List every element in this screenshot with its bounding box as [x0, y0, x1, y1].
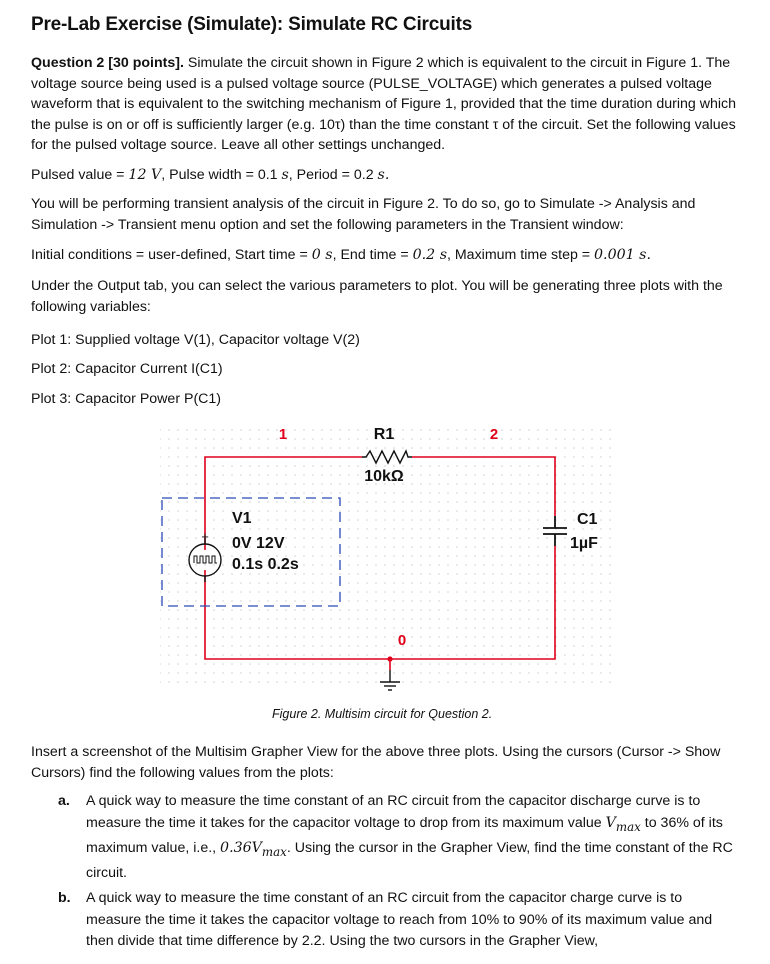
period-label: , Period = 0.2: [288, 167, 374, 183]
width-label: , Pulse width = 0.1: [161, 167, 278, 183]
plot-item-2: Plot 2: Capacitor Current I(C1): [31, 361, 223, 377]
output-intro: Under the Output tab, you can select the various parameters to plot. You will be generating three plots with the following variables:: [31, 278, 723, 315]
question-text: Simulate the circuit shown in Figure 2 which is equivalent to the circuit in Figure 1. The voltage source being used is a pulsed voltage source (PULSE_VOLTAGE) which generates a pulsed voltage waveform that is equivalent to the switching mechanism of Figure 1, provided that the time duration during which the pulse is on or off is sufficiently larger (e.g. 10τ) than the time constant τ of the circuit. Set the following values for the pulsed voltage source. Leave all other settings unchanged.: [31, 55, 737, 153]
initial-label: Initial conditions = user-defined, Start time =: [31, 247, 312, 263]
item-a-math-1: V: [605, 814, 616, 831]
circuit-diagram: [150, 420, 620, 702]
v1-timing: 0.1s 0.2s: [232, 556, 299, 573]
item-a-text: [86, 791, 736, 885]
item-a-label: a.: [58, 793, 70, 809]
list-item-a: [58, 791, 748, 882]
plot-item-1: Plot 1: Supplied voltage V(1), Capacitor voltage V(2): [31, 332, 360, 348]
width-unit: s: [281, 167, 289, 183]
node-0-label: 0: [397, 632, 407, 649]
pulse-settings: [31, 165, 743, 186]
item-b-text: A quick way to measure the time constant of an RC circuit from the capacitor charge curve is to measure the time it takes the capacitor voltage to reach from 10% to 90% of its maximum value and then divide that time difference by 2.2. Using the two cursors in the Grapher View,: [86, 890, 713, 949]
pulsed-value: 12 V: [128, 167, 162, 183]
transient-intro: You will be performing transient analysis of the circuit in Figure 2. To do so, go to Simulate -> Analysis and Simulation -> Transient menu option and set the following parameters in the Transient window:: [31, 196, 696, 233]
plus-sign: +: [201, 529, 209, 544]
node-2-label: 2: [489, 426, 499, 443]
period-unit: s.: [377, 167, 390, 183]
v1-value: 0V 12V: [232, 535, 285, 552]
c1-value: 1µF: [570, 535, 598, 552]
step-label: , Maximum time step =: [446, 247, 595, 263]
end-label: , End time =: [332, 247, 413, 263]
screenshot-intro: Insert a screenshot of the Multisim Grapher View for the above three plots. Using the cursors (Cursor -> Show Cursors) find the following values from the plots:: [31, 744, 721, 781]
list-item-b: [58, 888, 748, 958]
item-b-label: b.: [58, 890, 71, 906]
ground-junction-dot: [387, 656, 392, 661]
question-paragraph: [31, 53, 743, 156]
item-a-math-2: 0.36V: [220, 839, 262, 856]
r1-value: 10kΩ: [364, 468, 404, 485]
item-a-sub-1: max: [615, 819, 641, 834]
node-1-label: 1: [278, 426, 288, 443]
end-value: 0.2 s: [412, 247, 447, 263]
question-label: Question 2 [30 points].: [31, 55, 184, 71]
page-title: Pre-Lab Exercise (Simulate): Simulate RC Circuits: [31, 14, 473, 35]
item-a-text-1: A quick way to measure the time constant of an RC circuit from the capacitor discharge curve is to measure the time it takes for the capacitor voltage to drop from its maximum value: [86, 793, 701, 831]
item-a-sub-2: max: [261, 844, 287, 859]
item-a-text-2: to 36% of its maximum value, i.e.,: [86, 814, 723, 856]
c1-name: C1: [577, 511, 598, 528]
r1-name: R1: [373, 426, 395, 443]
item-a-text-3: . Using the cursor in the Grapher View, find the time constant of the RC circuit.: [86, 839, 733, 882]
v1-name: V1: [232, 510, 252, 527]
step-value: 0.001 s.: [594, 247, 651, 263]
figure-caption: Figure 2. Multisim circuit for Question 2.: [272, 707, 493, 721]
start-value: 0 s: [311, 247, 333, 263]
transient-params: [31, 245, 743, 266]
plot-item-3: Plot 3: Capacitor Power P(C1): [31, 391, 222, 407]
pulsed-label: Pulsed value =: [31, 167, 125, 183]
